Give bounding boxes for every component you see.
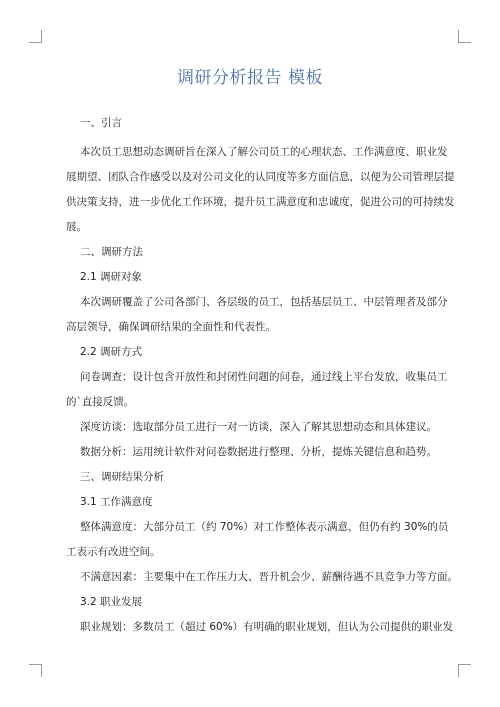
paragraph-line: 问卷调查：设计包含开放性和封闭性问题的问卷，通过线上平台发放，收集员工 (80, 371, 448, 383)
subsection-heading-career: 3.2 职业发展 (80, 596, 143, 608)
section-heading-intro: 一、引言 (80, 117, 122, 129)
paragraph-line: 不满意因素：主要集中在工作压力大、晋升机会少、薪酬待遇不具竞争力等方面。 (80, 571, 458, 583)
paragraph-line: 工表示有改进空间。 (66, 546, 161, 558)
crop-mark-top-left (29, 30, 42, 43)
paragraph-line: 数据分析：运用统计软件对问卷数据进行整理、分析，提炼关键信息和趋势。 (80, 446, 437, 458)
paragraph-line: 本次调研覆盖了公司各部门、各层级的员工，包括基层员工、中层管理者及部分 (80, 296, 448, 308)
paragraph-line: 高层领导，确保调研结果的全面性和代表性。 (66, 321, 276, 333)
paragraph-line: 展。 (66, 221, 87, 233)
crop-mark-bottom-right (458, 664, 471, 677)
section-heading-results: 三、调研结果分析 (80, 471, 164, 483)
subsection-heading-object: 2.1 调研对象 (80, 271, 143, 283)
paragraph-line: 深度访谈：选取部分员工进行一对一访谈，深入了解其思想动态和具体建议。 (80, 421, 437, 433)
paragraph-line: 本次员工思想动态调研旨在深入了解公司员工的心理状态、工作满意度、职业发 (80, 146, 448, 158)
crop-mark-bottom-left (29, 664, 42, 677)
subsection-heading-approach: 2.2 调研方式 (80, 346, 143, 358)
paragraph-line: 整体满意度：大部分员工（约 70%）对工作整体表示满意，但仍有约 30%的员 (80, 521, 449, 533)
paragraph-line: 供决策支持，进一步优化工作环境，提升员工满意度和忠诚度，促进公司的可持续发 (66, 196, 455, 208)
crop-mark-top-right (458, 30, 471, 43)
subsection-heading-satisfaction: 3.1 工作满意度 (80, 496, 153, 508)
paragraph-line: 展期望、团队合作感受以及对公司文化的认同度等多方面信息，以便为公司管理层提 (66, 171, 455, 183)
paragraph-line: 职业规划：多数员工（超过 60%）有明确的职业规划，但认为公司提供的职业发 (80, 621, 454, 633)
section-heading-methods: 二、调研方法 (80, 246, 143, 258)
document-title: 调研分析报告 模板 (177, 68, 323, 88)
paragraph-line: 的`直接反馈。 (66, 396, 135, 408)
